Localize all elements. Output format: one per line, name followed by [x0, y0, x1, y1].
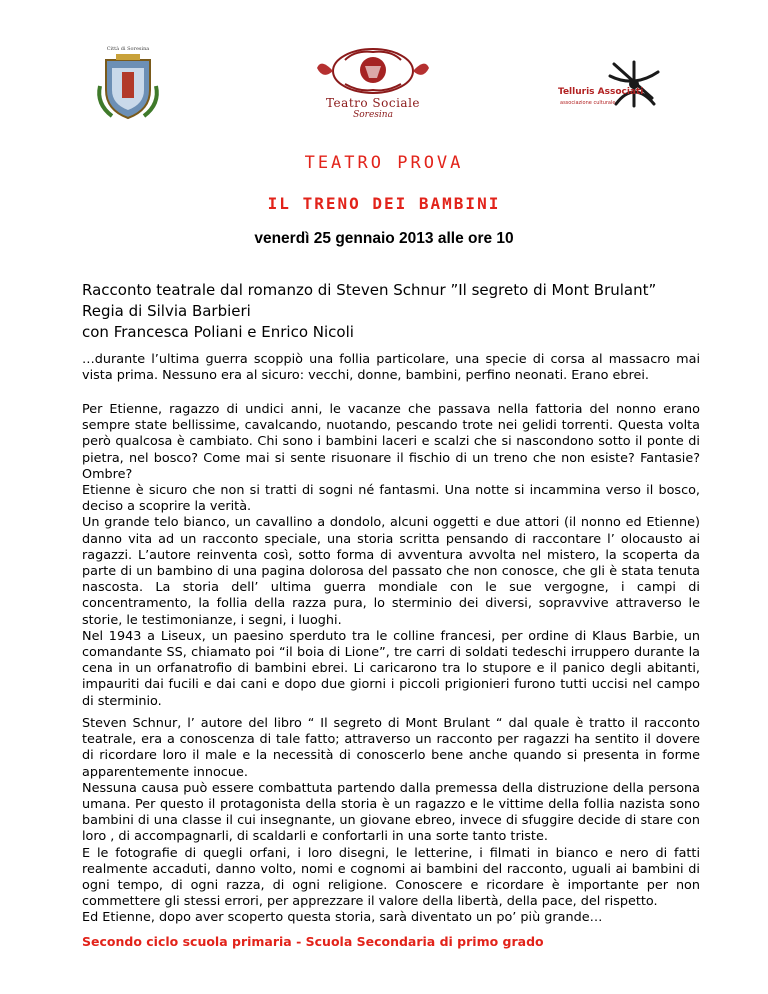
intro-paragraph: [82, 352, 700, 384]
story-section-2: [82, 716, 700, 927]
paragraph: Nel 1943 a Liseux, un paesino sperduto tra le colline francesi, per ordine di Klaus Barbie, un comandante SS, chiamato poi “il boia di Lione”, tre carri di soldati tedeschi irruppero durante la cena in un orfanatrofio di bambini ebrei. Li caricarono tra lo stupore e il panico degli abitanti, impauriti dai fucili e dai cani e dopo due giorni i piccoli prigionieri furono tutti uccisi nel campo di sterminio.: [82, 628, 700, 709]
paragraph: Ed Etienne, dopo aver scoperto questa storia, sarà diventato un po’ più grande…: [82, 910, 603, 926]
paragraph: Etienne è sicuro che non si tratti di sogni né fantasmi. Una notte si incammina verso il bosco, deciso a scoprire la verità.: [82, 483, 700, 515]
comune-crest-logo: [92, 46, 164, 124]
telluris-sub: associazione culturale: [560, 100, 616, 106]
story-section-1: [82, 402, 700, 710]
credits-director: Regia di Silvia Barbieri: [82, 302, 251, 320]
teatro-sociale-logo: [303, 46, 443, 126]
telluris-logo: [556, 58, 666, 118]
intro-text: …durante l’ultima guerra scoppiò una follia particolare, una specie di corsa al massacro mai vista prima. Nessuno era al sicuro: vecchi, donne, bambini, perfino neonati. Erano ebrei.: [82, 352, 700, 384]
paragraph: Nessuna causa può essere combattuta partendo dalla premessa della distruzione della persona umana. Per questo il protagonista della storia è un ragazzo e le vittime della follia nazista sono bambini di una classe il cui insegnante, un giovane ebreo, invece di sfuggire decide di stare con loro , di accompagnarli, di scaldarli e confortarli in una sorte tanto triste.: [82, 780, 700, 845]
teatro-name: Teatro Sociale: [325, 96, 421, 110]
paragraph: E le fotografie di quegli orfani, i loro disegni, le letterine, i filmati in bianco e nero di fatti realmente accaduti, danno volto, nomi e cognomi ai bambini del racconto, uguali ai bambini di ogni tempo, di ogni razza, di ogni religione. Conoscere e ricordare è importante per non commettere gli stessi errori, per apprezzare il valore della libertà, della pace, del rispetto.: [82, 845, 700, 910]
paragraph: Steven Schnur, l’ autore del libro “ Il segreto di Mont Brulant “ dal quale è tratto il racconto teatrale, era a conoscenza di tale fatto; attraverso un racconto per ragazzi ha sentito il dovere di ricordare loro il male e la necessità di conoscerlo bene anche quando si presenta in forme apparentemente innocue.: [82, 716, 700, 780]
title-treno-bambini: IL TRENO DEI BAMBINI: [267, 194, 501, 213]
telluris-name: Telluris Associati: [558, 87, 644, 97]
credits-cast: con Francesca Poliani e Enrico Nicoli: [82, 323, 354, 341]
teatro-emblem-icon: [315, 46, 431, 96]
target-audience-footer: Secondo ciclo scuola primaria - Scuola Secondaria di primo grado: [82, 934, 544, 949]
paragraph: Per Etienne, ragazzo di undici anni, le vacanze che passava nella fattoria del nonno erano sempre state bellissime, cavalcando, nuotando, pescando trote nei gelidi torrenti. Questa volta però qualcosa è cambiato. Chi sono i bambini laceri e scalzi che si nascondono sotto il ponte di pietra, nel bosco? Come mai si sente risuonare il fischio di un treno che non esiste? Fantasie? Ombre?: [82, 402, 700, 482]
logo-header: [0, 0, 768, 125]
teatro-sub: Soresina: [353, 110, 393, 120]
title-teatro-prova: TEATRO PROVA: [304, 153, 464, 173]
credits-source: Racconto teatrale dal romanzo di Steven Schnur ”Il segreto di Mont Brulant”: [82, 281, 657, 299]
paragraph: Un grande telo bianco, un cavallino a dondolo, alcuni oggetti e due attori (il nonno ed Etienne) danno vita ad un racconto speciale, una storia scritta pensando di raccontare l’ olocausto ai ragazzi. L’autore reinventa così, sotto forma di avventura avvolta nel mistero, la scoperta da parte di un bambino di una pagina dolorosa del passato che non conosce, che gli è stata tenuta nascosta. La storia dell’ ultima guerra mondiale con le sue vergogne, i campi di concentramento, la follia della razza pura, lo sterminio dei diversi, sopravvive attraverso le storie, le testimonianze, i segni, i luoghi.: [82, 515, 700, 628]
crest-shield-icon: [92, 46, 164, 124]
comune-label: Città di Soresina: [106, 46, 150, 52]
credits-block: [82, 280, 702, 343]
event-date: venerdì 25 gennaio 2013 alle ore 10: [254, 230, 514, 247]
